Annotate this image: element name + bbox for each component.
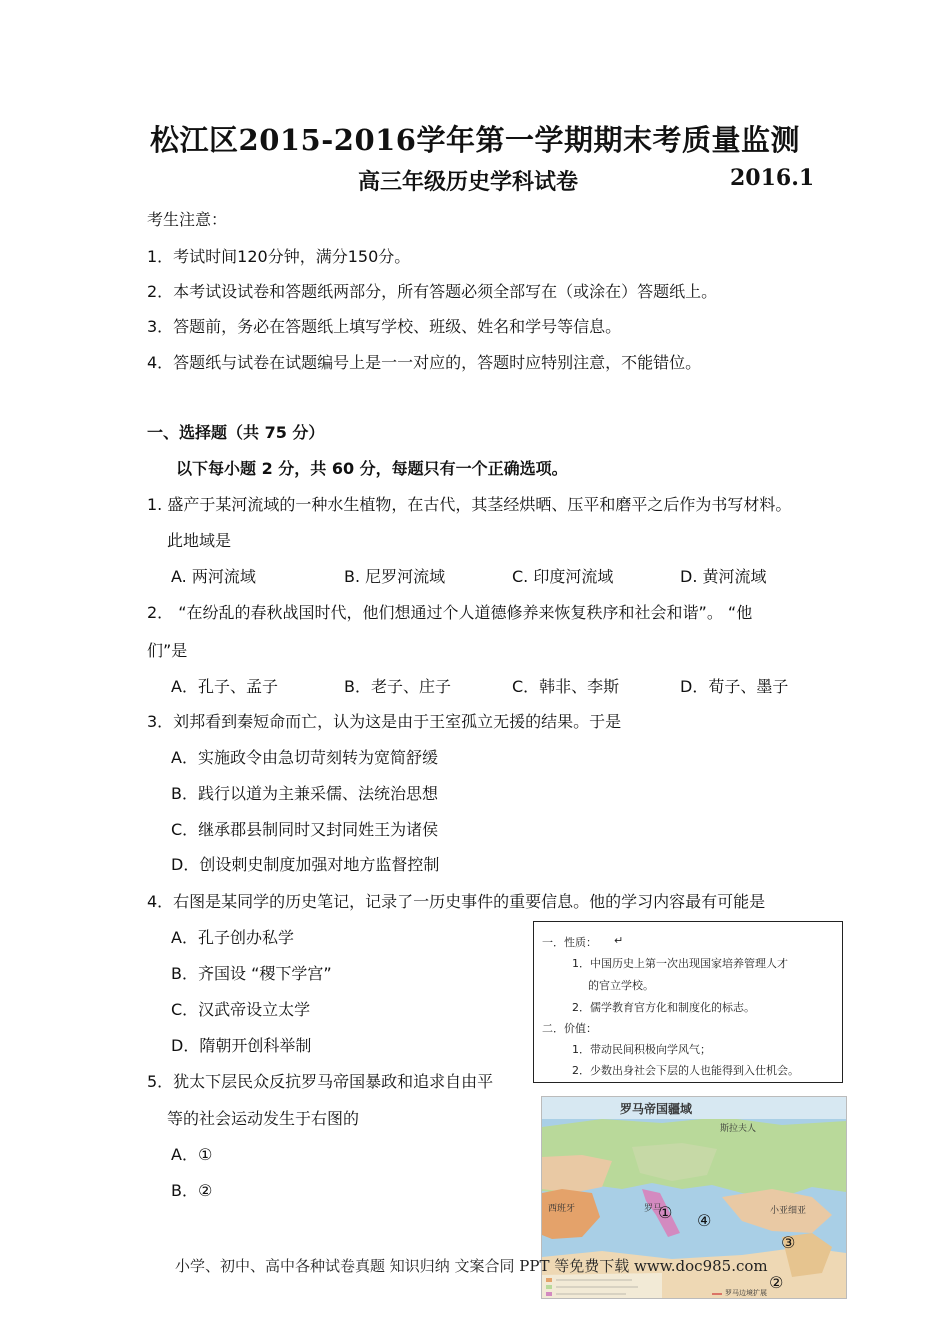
map-mark-1: ① <box>658 1203 673 1222</box>
notice-item: 4．答题纸与试卷在试题编号上是一一对应的，答题时应特别注意，不能错位。 <box>147 353 702 372</box>
map-mark-2: ② <box>769 1273 784 1292</box>
notes-line: 2．少数出身社会下层的人也能得到入仕机会。 <box>572 1064 799 1077</box>
notes-line: 1．带动民间积极向学风气； <box>572 1043 711 1056</box>
q3-option-a: A．实施政令由急切苛刻转为宽简舒缓 <box>171 748 438 767</box>
exam-subtitle: 高三年级历史学科试卷 <box>358 169 579 195</box>
notice-item: 3．答题前，务必在答题纸上填写学校、班级、姓名和学号等信息。 <box>147 317 622 336</box>
notice-item: 2．本考试设试卷和答题纸两部分，所有答题必须全部写在（或涂在）答题纸上。 <box>147 282 718 301</box>
q3-option-b: B．践行以道为主兼采儒、法统治思想 <box>171 784 438 803</box>
notice-item: 1．考试时间120分钟，满分150分。 <box>147 247 411 266</box>
map-legend-label: 罗马边境扩展 <box>725 1289 767 1297</box>
section-instruction: 以下每小题 2 分，共 60 分，每题只有一个正确选项。 <box>176 459 568 478</box>
question-4-stem: 4．右图是某同学的历史笔记，记录了一历史事件的重要信息。他的学习内容最有可能是 <box>147 892 766 911</box>
question-5-stem-cont: 等的社会运动发生于右图的 <box>167 1109 360 1128</box>
q4-option-a: A．孔子创办私学 <box>171 928 294 947</box>
map-label: 小亚细亚 <box>770 1206 807 1216</box>
question-5-stem: 5．犹太下层民众反抗罗马帝国暴政和追求自由平 <box>147 1072 494 1091</box>
map-label: 西班牙 <box>548 1204 576 1214</box>
q1-option-a: A. 两河流域 <box>171 567 256 586</box>
q1-option-d: D. 黄河流域 <box>680 567 767 586</box>
q1-option-b: B. 尼罗河流域 <box>344 567 446 586</box>
q3-option-d: D．创设刺史制度加强对地方监督控制 <box>171 855 440 874</box>
notes-heading-nature: 一．性质： <box>542 936 597 949</box>
q2-option-a: A．孔子、孟子 <box>171 677 278 696</box>
map-label: 罗马 <box>644 1204 663 1214</box>
q2-option-b: B．老子、庄子 <box>344 677 451 696</box>
exam-date: 2016.1 <box>730 165 815 191</box>
q5-option-a: A．① <box>171 1145 213 1164</box>
question-1-stem: 1. 盛产于某河流域的一种水生植物，在古代，其茎经烘晒、压平和磨平之后作为书写材料。 <box>147 495 792 514</box>
notes-line: 的官立学校。 <box>588 979 654 992</box>
q4-option-c: C．汉武帝设立太学 <box>171 1000 311 1019</box>
q4-option-b: B．齐国设 “稷下学宫” <box>171 964 332 983</box>
notes-line: 2．儒学教育官方化和制度化的标志。 <box>572 1001 755 1014</box>
q2-option-d: D．荀子、墨子 <box>680 677 789 696</box>
notice-heading: 考生注意： <box>147 210 228 229</box>
question-2-stem: 2． “在纷乱的春秋战国时代，他们想通过个人道德修养来恢复秩序和社会和谐”。 “他 <box>147 603 753 622</box>
footer-text: 小学、初中、高中各种试卷真题 知识归纳 文案合同 PPT 等免费下载 www.doc985.com <box>175 1257 768 1275</box>
return-mark-icon: ↵ <box>614 934 624 947</box>
notes-heading-value: 二．价值： <box>542 1022 597 1035</box>
exam-title: 松江区2015-2016学年第一学期期末考质量监测 <box>150 123 800 157</box>
map-title: 罗马帝国疆域 <box>620 1102 693 1116</box>
map-mark-4: ④ <box>697 1211 712 1230</box>
q3-option-c: C．继承郡县制同时又封同姓王为诸侯 <box>171 820 439 839</box>
question-3-stem: 3．刘邦看到秦短命而亡，认为这是由于王室孤立无援的结果。于是 <box>147 712 622 731</box>
q1-option-c: C. 印度河流域 <box>512 567 614 586</box>
section-title: 一、选择题（共 75 分） <box>147 423 325 442</box>
map-label: 斯拉夫人 <box>720 1124 757 1134</box>
question-1-stem-cont: 此地域是 <box>167 531 232 550</box>
notes-line: 1．中国历史上第一次出现国家培养管理人才 <box>572 957 788 970</box>
history-notes-box <box>533 921 843 1083</box>
map-mark-3: ③ <box>781 1233 796 1252</box>
q5-option-b: B．② <box>171 1181 213 1200</box>
question-2-stem-cont: 们”是 <box>147 641 188 660</box>
q2-option-c: C．韩非、李斯 <box>512 677 620 696</box>
q4-option-d: D．隋朝开创科举制 <box>171 1036 312 1055</box>
